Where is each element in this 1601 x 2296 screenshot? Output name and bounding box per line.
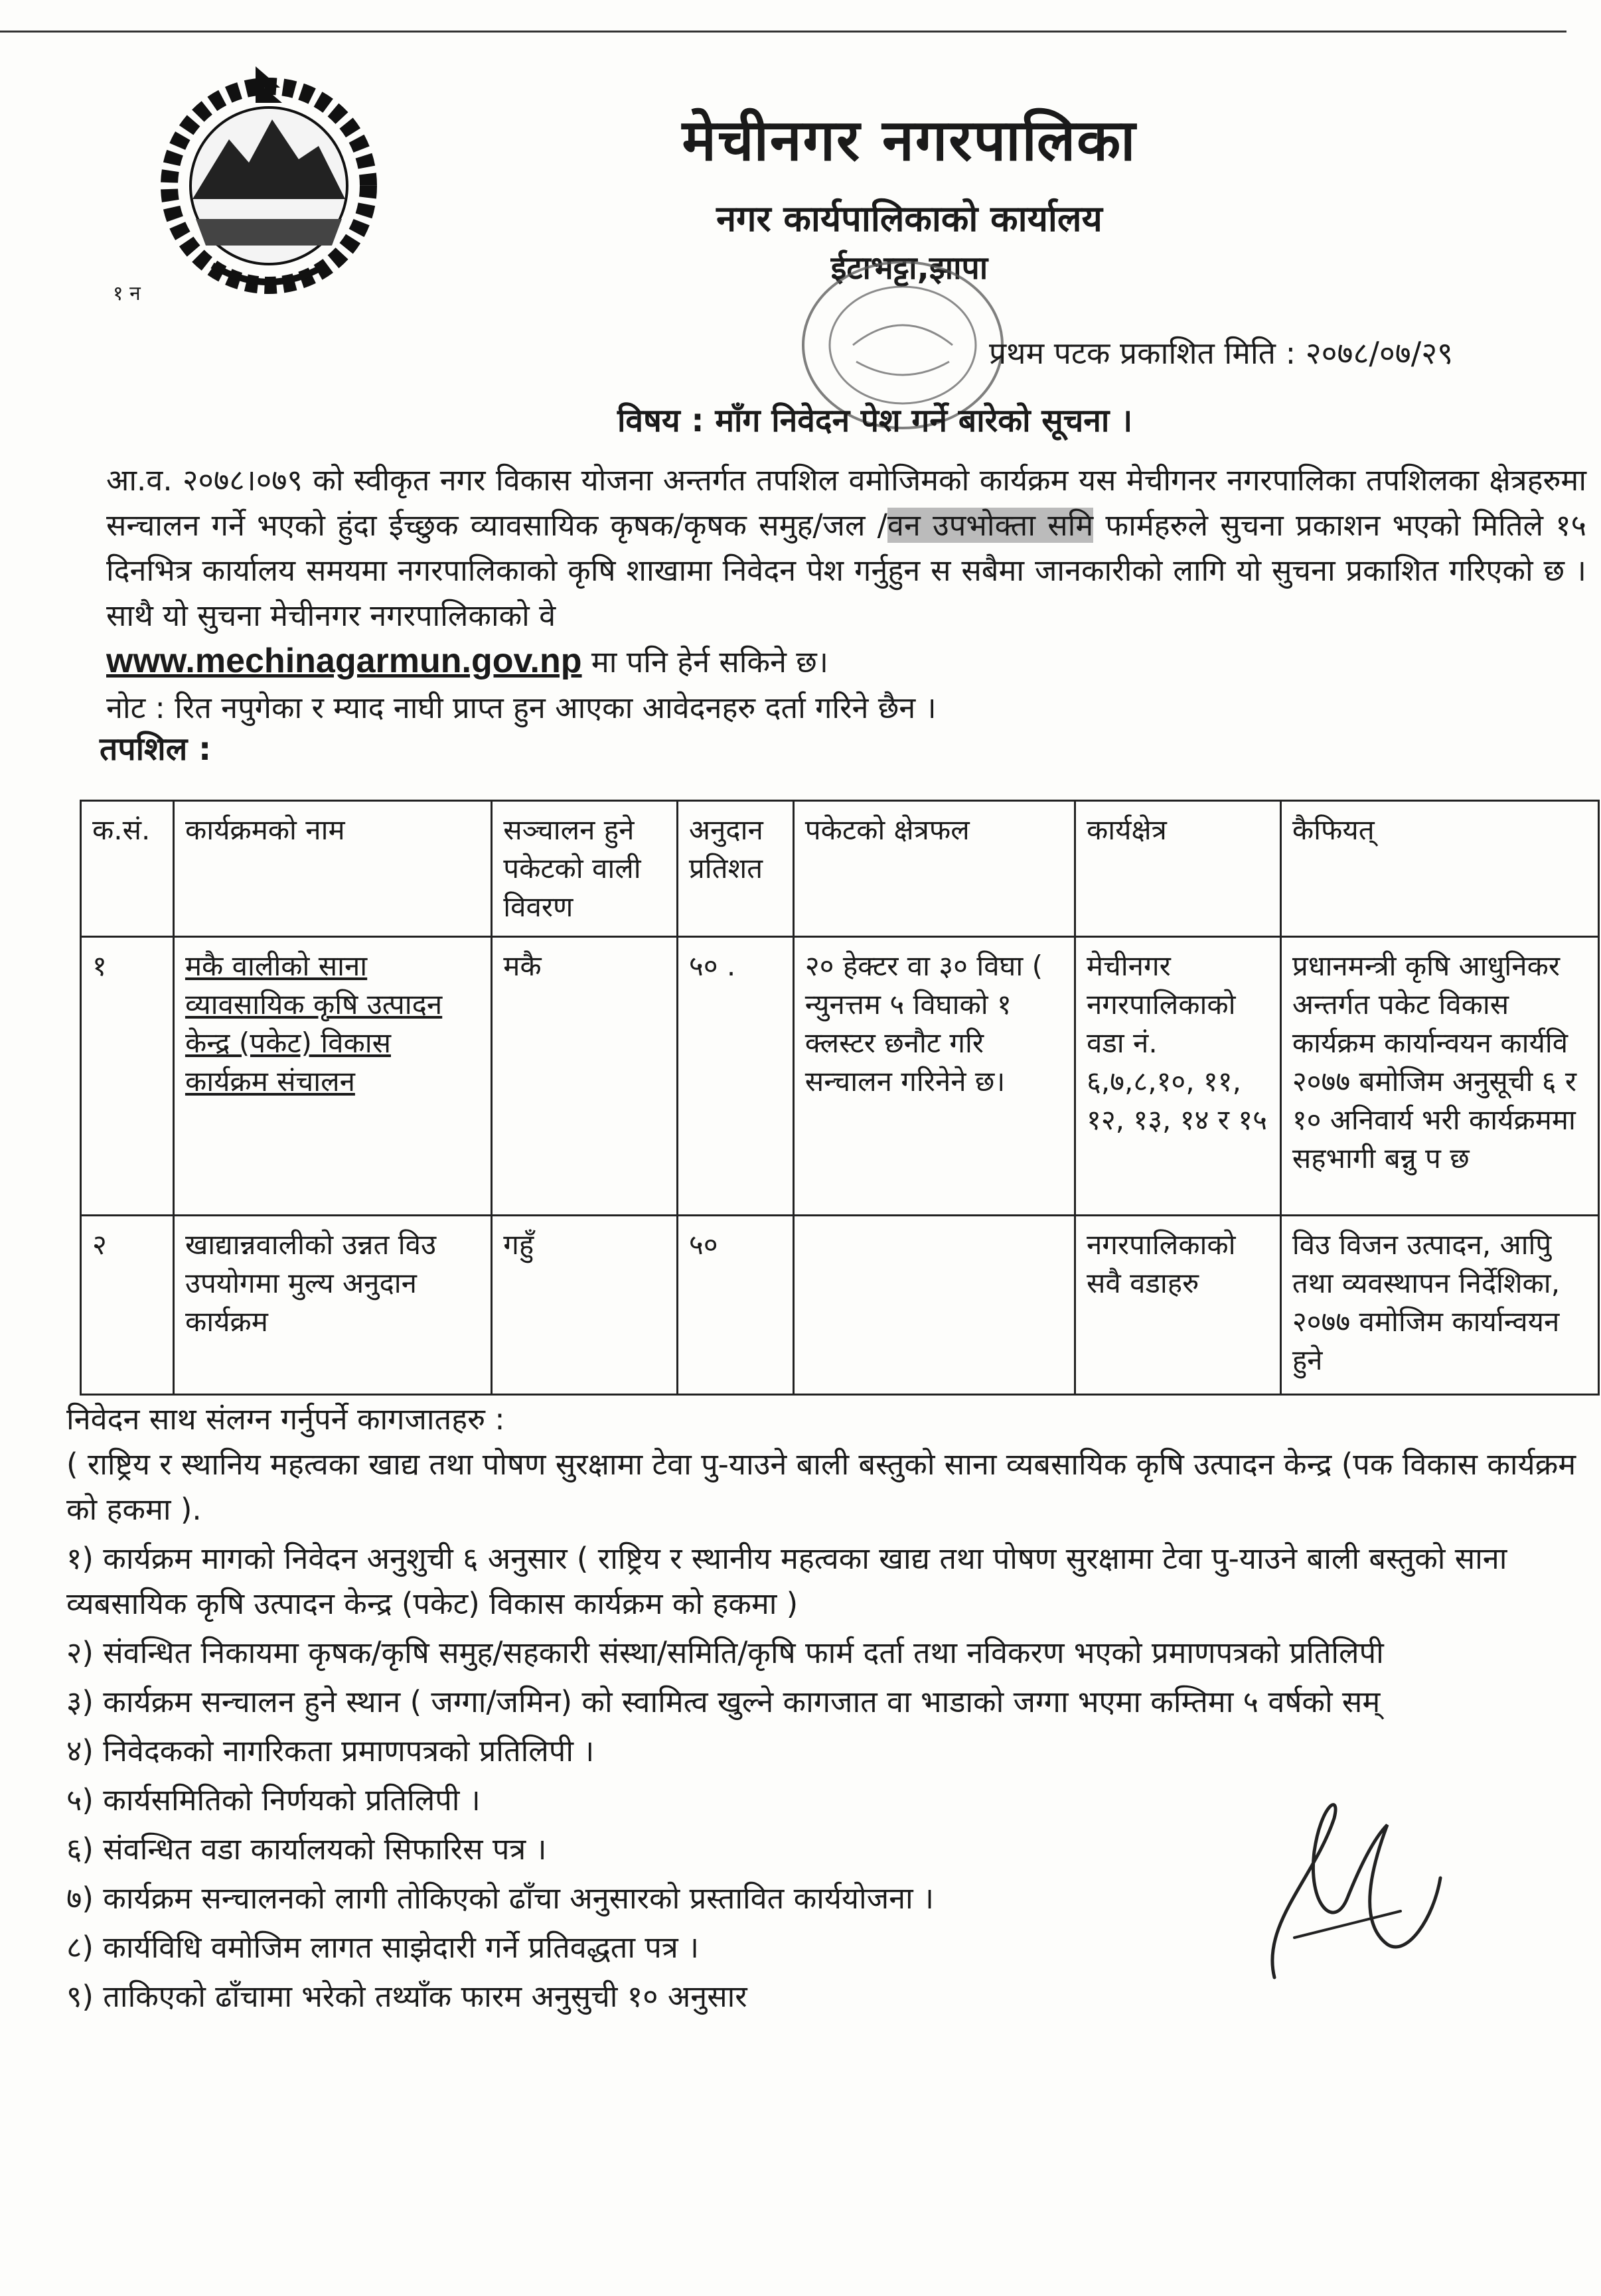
top-rule	[0, 31, 1566, 33]
cell-subsidy: ५० .	[677, 937, 793, 1216]
col-header-crop: सञ्चालन हुने पकेटको वाली विवरण	[492, 801, 678, 937]
cell-program: मकै वालीको साना व्यावसायिक कृषि उत्पादन केन्द्र (पकेट) विकास कार्यक्रम संचालन	[173, 937, 491, 1216]
municipality-title: मेचीनगर नगरपालिका	[682, 108, 1137, 174]
document-item: १) कार्यक्रम मागको निवेदन अनुशुची ६ अनुसार ( राष्ट्रिय र स्थानीय महत्वका खाद्य तथा पोषण सुरक्षामा टेवा पु-याउने बाली बस्तुको साना व्यबसायिक कृषि उत्पादन केन्द्र (पकेट) विकास कार्यक्रम को हकमा )	[66, 1541, 1507, 1621]
notice-note: नोट : रित नपुगेका र म्याद नाघी प्राप्त हुन आएका आवेदनहरु दर्ता गरिने छैन ।	[106, 690, 937, 725]
col-header-remarks: कैफियत्	[1280, 801, 1598, 937]
document-item: ७) कार्यक्रम सन्चालनको लागी तोकिएको ढाँचा अनुसारको प्रस्तावित कार्ययोजना ।	[66, 1881, 935, 1916]
col-header-area: पकेटको क्षेत्रफल	[793, 801, 1075, 937]
nepal-emblem-icon	[113, 46, 425, 312]
cell-area	[793, 1216, 1075, 1395]
table-row	[81, 1216, 1599, 1395]
cell-region: नगरपालिकाको सवै वडाहरु	[1075, 1216, 1280, 1395]
cell-remarks: प्रधानमन्त्री कृषि आधुनिकर अन्तर्गत पकेट विकास कार्यक्रम कार्यान्वयन कार्यवि २०७७ बमोजिम अनुसूची ६ र १० अनिवार्य भरी कार्यक्रममा सहभागी बन्नु प छ	[1280, 937, 1598, 1216]
table-header-row	[81, 801, 1599, 937]
col-header-sn: क.सं.	[81, 801, 174, 937]
document-item: २) संवन्धित निकायमा कृषक/कृषि समुह/सहकारी संस्था/समिति/कृषि फार्म दर्ता तथा नविकरण भएको प्रमाणपत्रको प्रतिलिपी	[66, 1635, 1384, 1670]
notice-body-highlight: वन उपभोक्ता समि	[887, 508, 1094, 543]
table-row	[81, 937, 1599, 1216]
cell-subsidy: ५०	[677, 1216, 793, 1395]
details-label: तपशिल :	[100, 731, 212, 768]
cell-area: २० हेक्टर वा ३० विघा ( न्युनत्तम ५ विघाको १ क्लस्टर छनौट गरि सन्चालन गरिनेने छ।	[793, 937, 1075, 1216]
cell-crop: मकै	[492, 937, 678, 1216]
program-table	[80, 800, 1600, 1396]
notice-body	[106, 458, 1586, 685]
website-link[interactable]: www.mechinagarmun.gov.np	[106, 642, 582, 680]
document-item: ४) निवेदकको नागरिकता प्रमाणपत्रको प्रतिलिपी ।	[66, 1733, 595, 1768]
notice-body-part1: आ.व. २०७८।०७९ को स्वीकृत नगर विकास योजना अन्तर्गत तपशिल वमोजिमको कार्यक्रम यस मेचीगनर नगरपालिका तपशिलका क्षेत्रहरुमा सन्चालन गर्ने भएको हुंदा ईच्छुक व्यावसायिक कृषक/कृषक समुह/जल /	[106, 463, 1586, 543]
cell-sn: २	[81, 1216, 174, 1395]
cell-program: खाद्यान्नवालीको उन्नत विउ उपयोगमा मुल्य अनुदान कार्यक्रम	[173, 1216, 491, 1395]
office-name: नगर कार्यपालिकाको कार्यालय	[716, 198, 1103, 240]
cell-sn: १	[81, 937, 174, 1216]
cell-region: मेचीनगर नगरपालिकाको वडा नं. ६,७,८,१०, ११, १२, १३, १४ र १५	[1075, 937, 1280, 1216]
col-header-region: कार्यक्षेत्र	[1075, 801, 1280, 937]
cell-remarks: विउ विजन उत्पादन, आपुि तथा व्यवस्थापन निर्देशिका, २०७७ वमोजिम कार्यान्वयन हुने	[1280, 1216, 1598, 1395]
document-item: ६) संवन्धित वडा कार्यालयको सिफारिस पत्र ।	[66, 1831, 547, 1867]
document-item: ८) कार्यविधि वमोजिम लागत साझेदारी गर्ने प्रतिवद्धता पत्र ।	[66, 1930, 700, 1965]
notice-body-part2: फार्महरुले सुचना प्रकाशन भएको मितिले १५ दिनभित्र कार्यालय समयमा नगरपालिकाको कृषि शाखामा निवेदन पेश गर्नुहुन स सबैमा जानकारीको लागि यो सुचना प्रकाशित गरिएको छ । साथै यो सुचना मेचीनगर नगरपालिकाको वे	[106, 508, 1587, 633]
col-header-program: कार्यक्रमको नाम	[173, 801, 491, 937]
documents-intro: ( राष्ट्रिय र स्थानिय महत्वका खाद्य तथा पोषण सुरक्षामा टेवा पु-याउने बाली बस्तुको साना व्यबसायिक कृषि उत्पादन केन्द्र (पक विकास कार्यक्रम को हकमा ).	[66, 1447, 1576, 1527]
emblem-side-text: १ न	[113, 282, 141, 305]
documents-heading: निवेदन साथ संलग्न गर्नुपर्ने कागजातहरु :	[66, 1401, 505, 1437]
col-header-subsidy: अनुदान प्रतिशत	[677, 801, 793, 937]
document-item: ३) कार्यक्रम सन्चालन हुने स्थान ( जग्गा/जमिन) को स्वामित्व खुल्ने कागजात वा भाडाको जग्गा भएमा कम्तिमा ५ वर्षको सम्	[66, 1684, 1381, 1719]
document-item: ५) कार्यसमितिको निर्णयको प्रतिलिपी ।	[66, 1782, 481, 1818]
office-place: ईटाभट्टा,झापा	[830, 250, 988, 287]
published-date: प्रथम पटक प्रकाशित मिति : २०७८/०७/२९	[989, 335, 1454, 371]
document-item: ९) ताकिएको ढाँचामा भरेको तथ्याँक फारम अनुसुची १० अनुसार	[66, 1979, 747, 2014]
notice-subject: विषय : माँग निवेदन पेश गर्ने बारेको सूचना ।	[617, 402, 1133, 439]
notice-body-part3: मा पनि हेर्न सकिने छ।	[581, 644, 828, 680]
handwritten-signature	[1235, 1778, 1460, 2004]
cell-crop: गहुँ	[492, 1216, 678, 1395]
